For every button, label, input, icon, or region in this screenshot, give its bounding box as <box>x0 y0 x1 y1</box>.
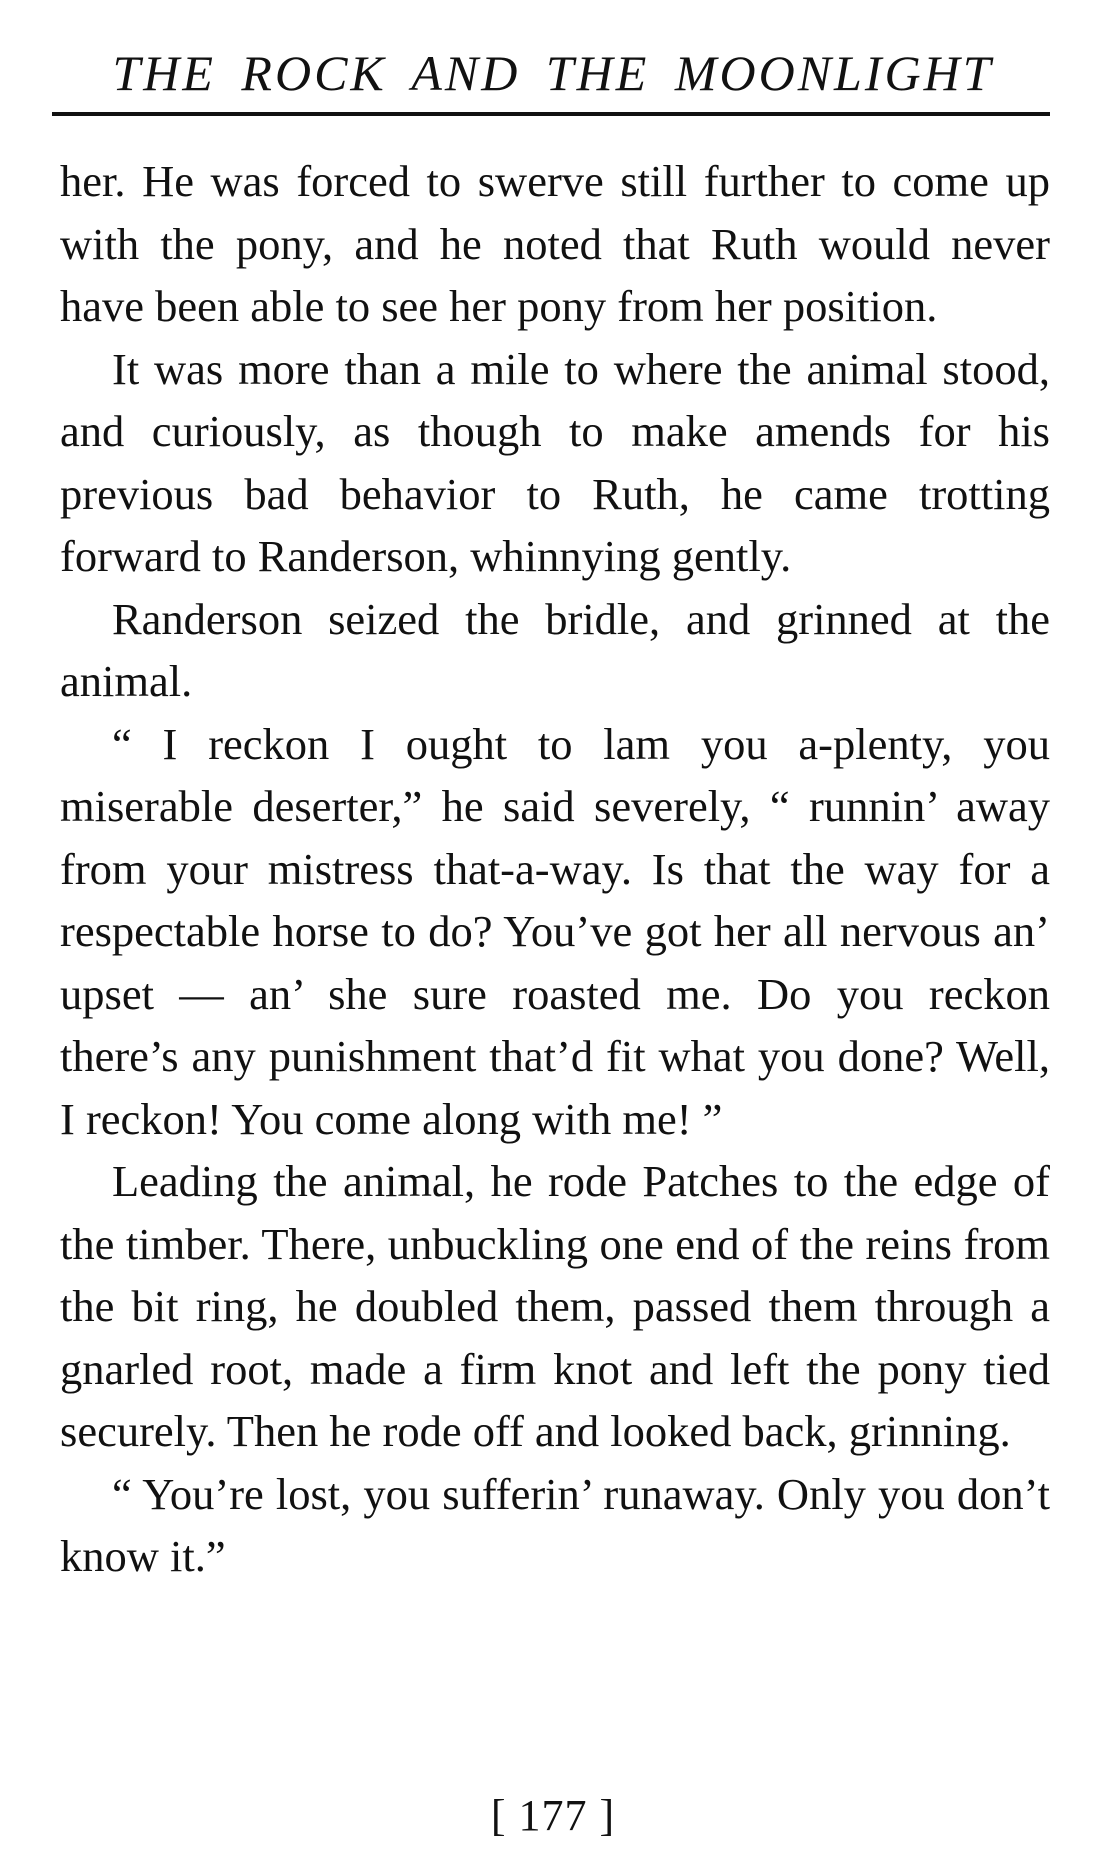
header-rule <box>52 112 1050 116</box>
paragraph: “ You’re lost, you sufferin’ runaway. Only you don’t know it.” <box>60 1468 1050 1581</box>
paragraph-continued: her. He was forced to swerve still further to come up with the pony, and he noted that Ruth would never have been able to see her pony from her position. <box>60 156 1050 331</box>
page-number: [ 177 ] <box>490 1791 616 1840</box>
paragraph: Randerson seized the bridle, and grinned at the animal. <box>60 593 1050 706</box>
running-head <box>56 38 1050 108</box>
running-title: THE ROCK AND THE MOONLIGHT <box>112 45 994 101</box>
paragraph: It was more than a mile to where the animal stood, and curiously, as though to make amends for his previous bad behavior to Ruth, he came trotting forward to Randerson, whinnying gently. <box>60 343 1050 581</box>
paragraph: Leading the animal, he rode Patches to the edge of the timber. There, unbuckling one end of the reins from the bit ring, he doubled them, passed them through a gnarled root, made a firm knot and left the pony tied securely. Then he rode off and looked back, grinning. <box>60 1156 1050 1456</box>
paragraph: “ I reckon I ought to lam you a-plenty, you miserable deserter,” he said severely, “ runnin’ away from your mistress that-a-way. Is that the way for a respectable horse to do? You’ve got her all nervous an’ upset — an’ she sure roasted me. Do you reckon there’s any punishment that’d fit what you done? Well, I reckon! You come along with me! ” <box>60 718 1050 1144</box>
body-text <box>60 150 1050 1588</box>
